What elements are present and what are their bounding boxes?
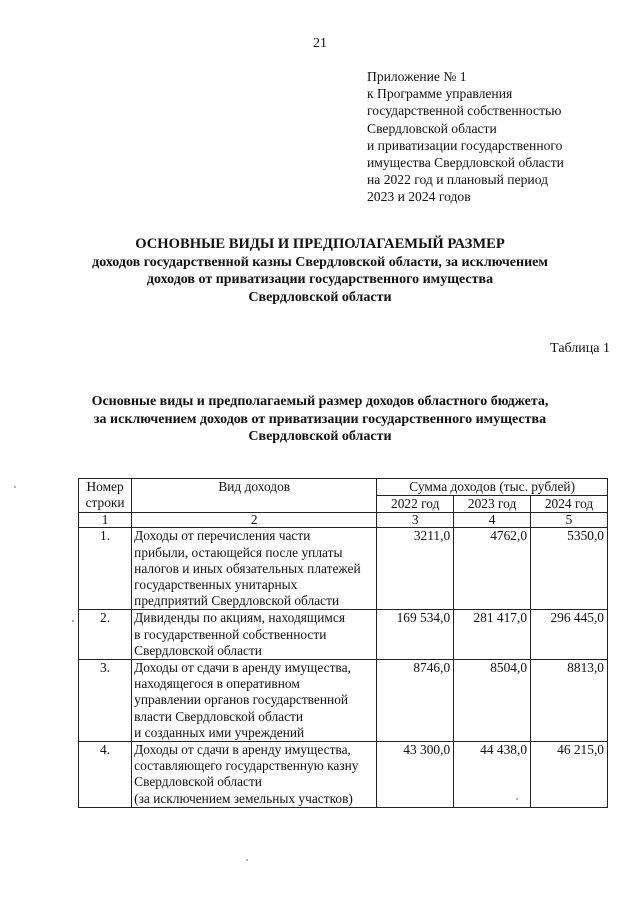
table-index-row — [79, 513, 608, 528]
table-row — [79, 610, 608, 660]
index-cell: 5 — [531, 513, 608, 528]
income-table — [78, 478, 608, 808]
header-year: 2022 год — [377, 496, 454, 513]
appendix-note — [367, 68, 632, 206]
row-number: 1. — [79, 528, 132, 610]
scan-speck — [14, 486, 16, 488]
row-number: 3. — [79, 660, 132, 742]
row-value-2024: 296 445,0 — [531, 610, 608, 660]
row-value-2022: 43 300,0 — [377, 742, 454, 808]
scan-speck — [246, 859, 248, 861]
row-value-2023: 4762,0 — [454, 528, 531, 610]
row-value-2024: 5350,0 — [531, 528, 608, 610]
row-income-kind: Доходы от сдачи в аренду имущества, составляющего государственную казну Свердловской области (за исключением земельных участков) — [132, 742, 377, 808]
main-title-line: Свердловской области — [248, 289, 392, 305]
row-number: 2. — [79, 610, 132, 660]
index-cell: 4 — [454, 513, 531, 528]
table-row — [79, 742, 608, 808]
row-value-2023: 8504,0 — [454, 660, 531, 742]
row-value-2022: 8746,0 — [377, 660, 454, 742]
table-label: Таблица 1 — [550, 341, 610, 356]
index-cell: 3 — [377, 513, 454, 528]
main-title-line: доходов государственной казны Свердловской области, за исключением — [92, 254, 548, 270]
row-value-2023: 44 438,0 — [454, 742, 531, 808]
row-income-kind: Доходы от сдачи в аренду имущества, находящегося в оперативном управлении органов государственной власти Свердловской области и созданных ими учреждений — [132, 660, 377, 742]
index-cell: 1 — [79, 513, 132, 528]
row-number: 4. — [79, 742, 132, 808]
main-title — [0, 236, 640, 306]
appendix-line: имущества Свердловской области — [367, 155, 564, 171]
row-income-kind: Доходы от перечисления части прибыли, остающейся после уплаты налогов и иных обязательных платежей государственных унитарных предприятий Свердловской области — [132, 528, 377, 610]
header-num: Номер строки — [79, 479, 132, 513]
scan-speck — [516, 798, 518, 800]
row-income-kind: Дивиденды по акциям, находящимся в государственной собственности Свердловской области — [132, 610, 377, 660]
row-value-2024: 46 215,0 — [531, 742, 608, 808]
table-title-line: за исключением доходов от приватизации государственного имущества — [93, 411, 547, 427]
page-number: 21 — [313, 36, 327, 51]
header-kind: Вид доходов — [132, 479, 377, 513]
row-value-2024: 8813,0 — [531, 660, 608, 742]
row-value-2022: 169 534,0 — [377, 610, 454, 660]
table-title — [0, 393, 640, 446]
table-header-row — [79, 479, 608, 496]
header-year: 2023 год — [454, 496, 531, 513]
appendix-line: 2023 и 2024 годов — [367, 189, 471, 205]
row-value-2022: 3211,0 — [377, 528, 454, 610]
appendix-line: и приватизации государственного — [367, 137, 563, 153]
appendix-line: государственной собственностью — [367, 103, 562, 119]
appendix-line: Приложение № 1 — [367, 69, 467, 84]
main-title-line: доходов от приватизации государственного имущества — [146, 272, 494, 287]
main-title-line: ОСНОВНЫЕ ВИДЫ И ПРЕДПОЛАГАЕМЫЙ РАЗМЕР — [135, 236, 505, 252]
appendix-line: Свердловской области — [367, 120, 497, 136]
table-title-line: Свердловской области — [248, 429, 392, 444]
table-row — [79, 528, 608, 610]
header-year: 2024 год — [531, 496, 608, 513]
table-row — [79, 660, 608, 742]
row-value-2023: 281 417,0 — [454, 610, 531, 660]
table-title-line: Основные виды и предполагаемый размер доходов областного бюджета, — [91, 394, 549, 409]
header-sum: Сумма доходов (тыс. рублей) — [377, 479, 608, 496]
appendix-line: к Программе управления — [367, 86, 513, 102]
index-cell: 2 — [132, 513, 377, 528]
scan-speck — [72, 620, 74, 622]
appendix-line: на 2022 год и плановый период — [367, 172, 549, 188]
